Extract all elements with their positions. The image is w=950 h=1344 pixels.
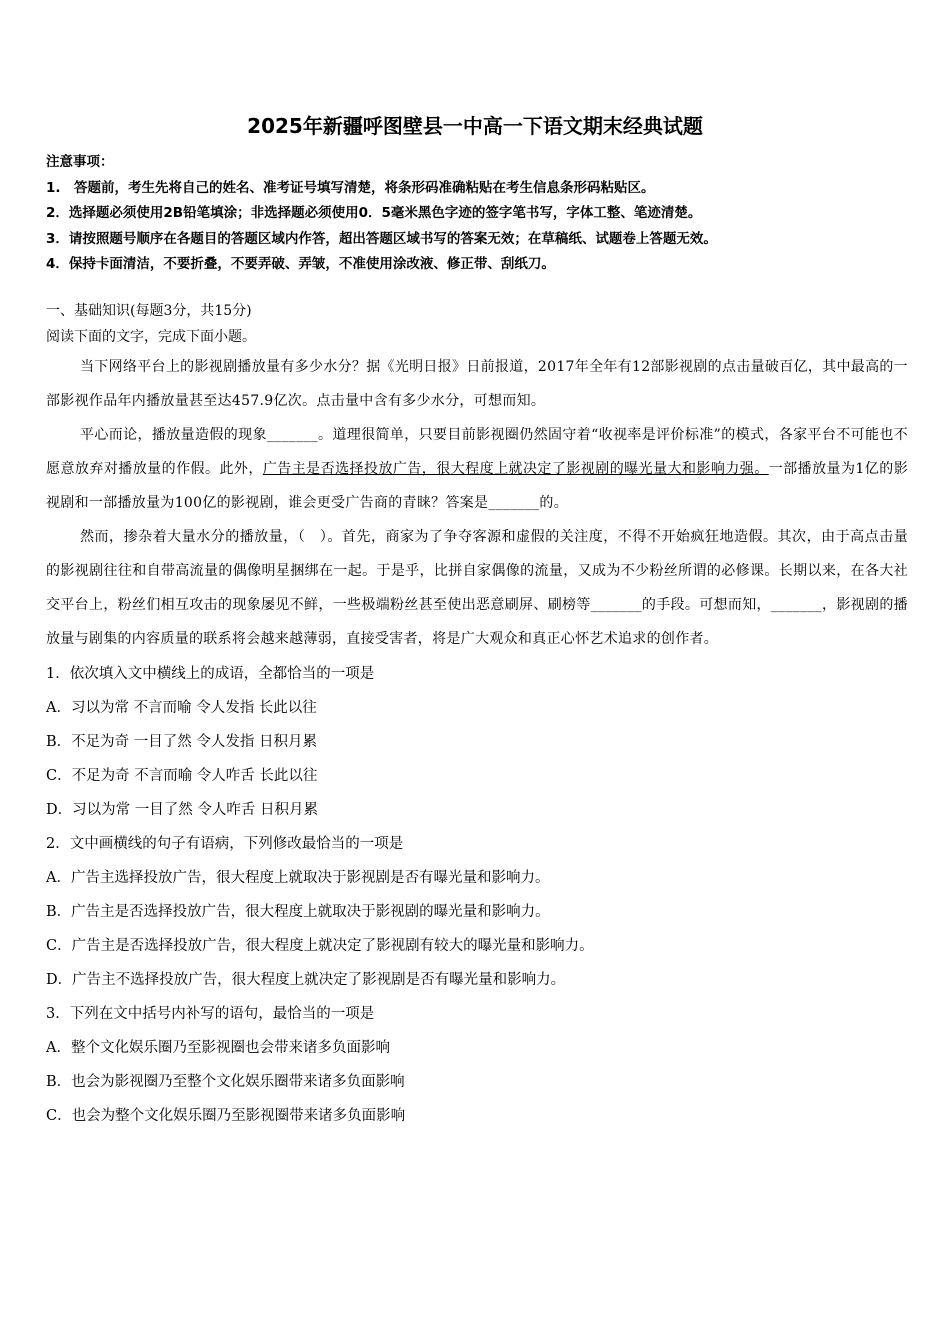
notice-block <box>46 150 916 278</box>
question-1-option-a: A．习以为常 不言而喻 令人发指 长此以往 <box>46 700 317 716</box>
notice-item-2: 2．选择题必须使用2B铅笔填涂；非选择题必须使用0．5毫米黑色字迹的签字笔书写，字体工整、笔迹清楚。 <box>46 205 702 221</box>
passage-paragraph-2 <box>46 418 908 520</box>
section-basic-knowledge <box>46 298 908 1133</box>
question-list <box>46 657 908 1133</box>
question-2-option-d: D．广告主不选择投放广告，很大程度上就决定了影视剧是否有曝光量和影响力。 <box>46 972 566 988</box>
question-2-option-c: C．广告主是否选择投放广告，很大程度上就决定了影视剧有较大的曝光量和影响力。 <box>46 938 594 954</box>
question-1-option-b: B．不足为奇 一目了然 令人发指 日积月累 <box>46 734 317 750</box>
question-1-option-c: C．不足为奇 不言而喻 令人咋舌 长此以往 <box>46 768 318 784</box>
question-3-option-a: A．整个文化娱乐圈乃至影视圈也会带来诸多负面影响 <box>46 1040 390 1056</box>
question-3-option-c: C．也会为整个文化娱乐圈乃至影视圈带来诸多负面影响 <box>46 1108 406 1124</box>
section-intro: 阅读下面的文字，完成下面小题。 <box>46 329 256 345</box>
question-3-option-b: B．也会为影视圈乃至整个文化娱乐圈带来诸多负面影响 <box>46 1074 405 1090</box>
question-1-stem: 1．依次填入文中横线上的成语，全都恰当的一项是 <box>46 666 375 682</box>
notice-item-1: 1. 答题前，考生先将自己的姓名、准考证号填写清楚，将条形码准确粘贴在考生信息条形码粘贴区。 <box>46 179 655 196</box>
notice-heading: 注意事项： <box>46 154 114 170</box>
page-title: 2025年新疆呼图壁县一中高一下语文期末经典试题 <box>247 114 703 138</box>
notice-item-3: 3．请按照题号顺序在各题目的答题区域内作答，超出答题区域书写的答案无效；在草稿纸、试题卷上答题无效。 <box>46 230 717 247</box>
question-2-option-a: A．广告主选择投放广告，很大程度上就取决于影视剧是否有曝光量和影响力。 <box>46 870 550 886</box>
question-2-stem: 2．文中画横线的句子有语病，下列修改最恰当的一项是 <box>46 836 404 852</box>
paragraph-2-text-a: 平心而论，播放量造假的现象_______。道理很简单，只要目前影视圈仍然固守着“收视率是评价标准”的模式，各家平台不可能也不愿意放弃对播放量的作假。此外， <box>46 427 908 477</box>
section-heading: 一、基础知识(每题3分，共15分) <box>46 303 252 319</box>
question-3-stem: 3．下列在文中括号内补写的语句，最恰当的一项是 <box>46 1006 375 1022</box>
underlined-sentence: 广告主是否选择投放广告，很大程度上就决定了影视剧的曝光量大和影响力强。 <box>262 461 769 477</box>
notice-item-4: 4．保持卡面清洁，不要折叠，不要弄破、弄皱，不准使用涂改液、修正带、刮纸刀。 <box>46 256 555 272</box>
passage-paragraph-1: 当下网络平台上的影视剧播放量有多少水分？据《光明日报》日前报道，2017年全年有12部影视剧的点击量破百亿，其中最高的一部影视作品年内播放量甚至达457.9亿次。点击量中含有多少水分，可想而知。 <box>46 359 908 409</box>
passage-paragraph-3: 然而，掺杂着大量水分的播放量，（ ）。首先，商家为了争夺客源和虚假的关注度，不得不开始疯狂地造假。其次，由于高点击量的影视剧往往和自带高流量的偶像明星捆绑在一起。于是乎，比拼自家偶像的流量，又成为不少粉丝所谓的必修课。长期以来，在各大社交平台上，粉丝们相互攻击的现象屡见不鲜，一些极端粉丝甚至使出恶意刷屏、刷榜等_______的手段。可想而知，_______，影视剧的播放量与剧集的内容质量的联系将会越来越薄弱，直接受害者，将是广大观众和真正心怀艺术追求的创作者。 <box>46 529 908 647</box>
question-2-option-b: B．广告主是否选择投放广告，很大程度上就取决于影视剧的曝光量和影响力。 <box>46 904 550 920</box>
question-1-option-d: D．习以为常 一目了然 令人咋舌 日积月累 <box>46 802 318 818</box>
paragraph-2-text-b: 一部播放量为1亿的影视剧和一部播放量为100亿的影视剧，谁会更受广告商的青睐？答案是_______的。 <box>46 461 908 511</box>
